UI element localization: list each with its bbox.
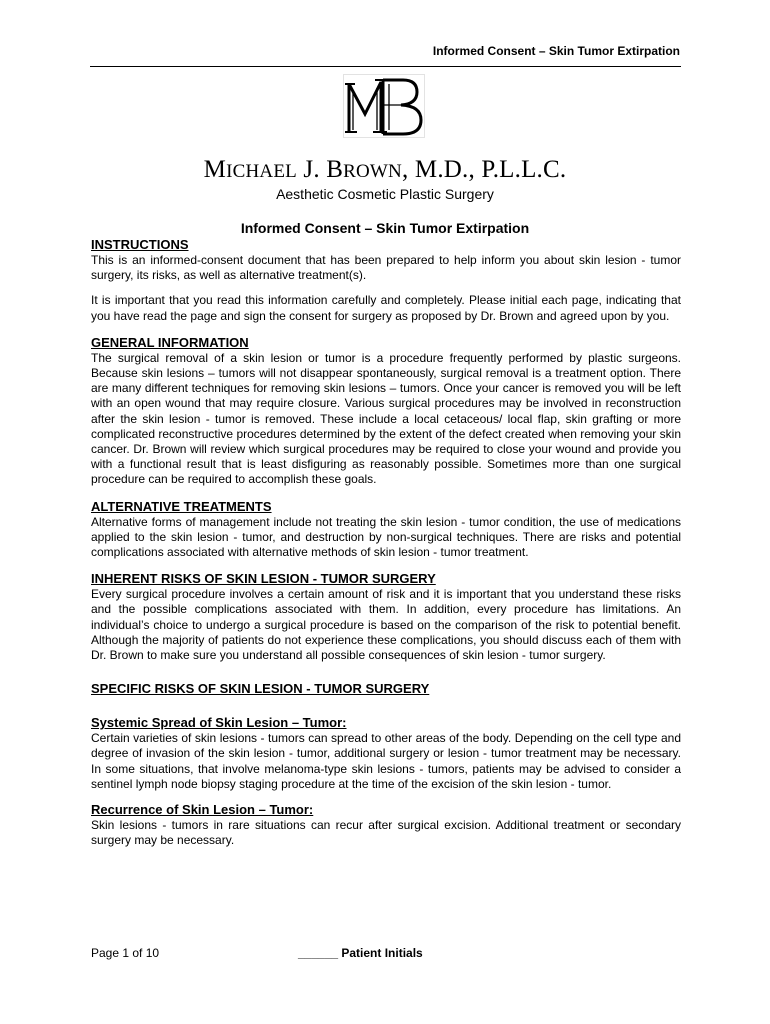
patient-initials-field: ______ Patient Initials xyxy=(298,946,423,960)
inherent-risks-paragraph: Every surgical procedure involves a certain amount of risk and it is important that you understand these risks and the possible complications associated with them. In addition, every procedure has limitations. An individual’s choice to undergo a surgical procedure is based on the comparison of the risk to potential benefit. Although the majority of patients do not experience these complications, you should discuss each of them with Dr. Brown to make sure you understand all possible consequences of skin lesion - tumor surgery. xyxy=(91,587,681,663)
logo-m-shape xyxy=(349,82,381,132)
inherent-risks-heading: INHERENT RISKS OF SKIN LESION - TUMOR SURGERY xyxy=(91,571,436,587)
specific-risks-heading: SPECIFIC RISKS OF SKIN LESION - TUMOR SURGERY xyxy=(91,681,430,697)
general-information-heading: GENERAL INFORMATION xyxy=(91,334,249,350)
document-body xyxy=(91,236,681,848)
systemic-spread-paragraph: Certain varieties of skin lesions - tumors can spread to other areas of the body. Depending on the cell type and degree of invasion of the skin lesion - tumor, additional surgery or lesion - tumor treatment may be necessary. In some situations, that involve melanoma-type skin lesions - tumors, patients may be advised to consider a sentinel lymph node biopsy staging procedure at the time of the excision of the skin lesion - tumor. xyxy=(91,731,681,791)
instructions-heading: INSTRUCTIONS xyxy=(91,237,189,252)
firm-name-suffix: , M.D., P.L.L.C. xyxy=(401,156,567,183)
mb-monogram-logo xyxy=(343,74,425,138)
header-divider xyxy=(90,66,681,67)
instructions-paragraph-1: This is an informed-consent document that has been prepared to help inform you about skin lesion - tumor surgery, its risks, as well as alternative treatment(s). xyxy=(91,253,681,283)
firm-name-last-rest: ROWN xyxy=(343,161,402,182)
firm-name-last-initial: B xyxy=(326,156,344,183)
recurrence-paragraph: Skin lesions - tumors in rare situations can recur after surgical excision. Additional treatment or secondary surgery may be necessary. xyxy=(91,818,681,848)
recurrence-heading: Recurrence of Skin Lesion – Tumor: xyxy=(91,802,314,818)
alternative-treatments-paragraph: Alternative forms of management include not treating the skin lesion - tumor condition, the use of medications applied to the skin lesion - tumor, and destruction by non-surgical techniques. There are risks and potential complications associated with alternative methods of skin lesion - tumor treatment. xyxy=(91,514,681,560)
firm-subtitle: Aesthetic Cosmetic Plastic Surgery xyxy=(276,186,494,202)
running-header: Informed Consent – Skin Tumor Extirpation xyxy=(432,44,680,58)
general-information-paragraph: The surgical removal of a skin lesion or tumor is a procedure frequently performed by plastic surgeons. Because skin lesions – tumors will not disappear spontaneously, surgical removal is a treatment option. There are many different techniques for removing skin lesions – tumors. Once your cancer is removed you will be left with an open wound that may require closure. Various surgical procedures may be involved in reconstruction after the skin lesion - tumor is removed. These include a local cetaceous/ local flap, skin grafting or more complicated reconstructive procedures determined by the extent of the defect created when removing your skin cancer. Dr. Brown will review which surgical procedures may be required to close your wound and provide you with a functional result that is least disfiguring as reasonably possible. Sometimes more than one surgical procedure can be required to accomplish these goals. xyxy=(91,350,681,487)
firm-name-first-initial: M xyxy=(203,156,227,183)
systemic-spread-heading: Systemic Spread of Skin Lesion – Tumor: xyxy=(91,715,347,731)
alternative-treatments-heading: ALTERNATIVE TREATMENTS xyxy=(91,498,272,514)
firm-name xyxy=(0,156,770,184)
firm-name-middle: J. xyxy=(296,156,327,183)
page-number: Page 1 of 10 xyxy=(91,946,160,960)
instructions-paragraph-2: It is important that you read this information carefully and completely. Please initial each page, indicating that you have read the page and sign the consent for surgery as proposed by Dr. Brown and agreed upon by you. xyxy=(91,293,681,323)
document-title: Informed Consent – Skin Tumor Extirpation xyxy=(240,220,530,236)
firm-name-first-rest: ICHAEL xyxy=(226,161,297,182)
